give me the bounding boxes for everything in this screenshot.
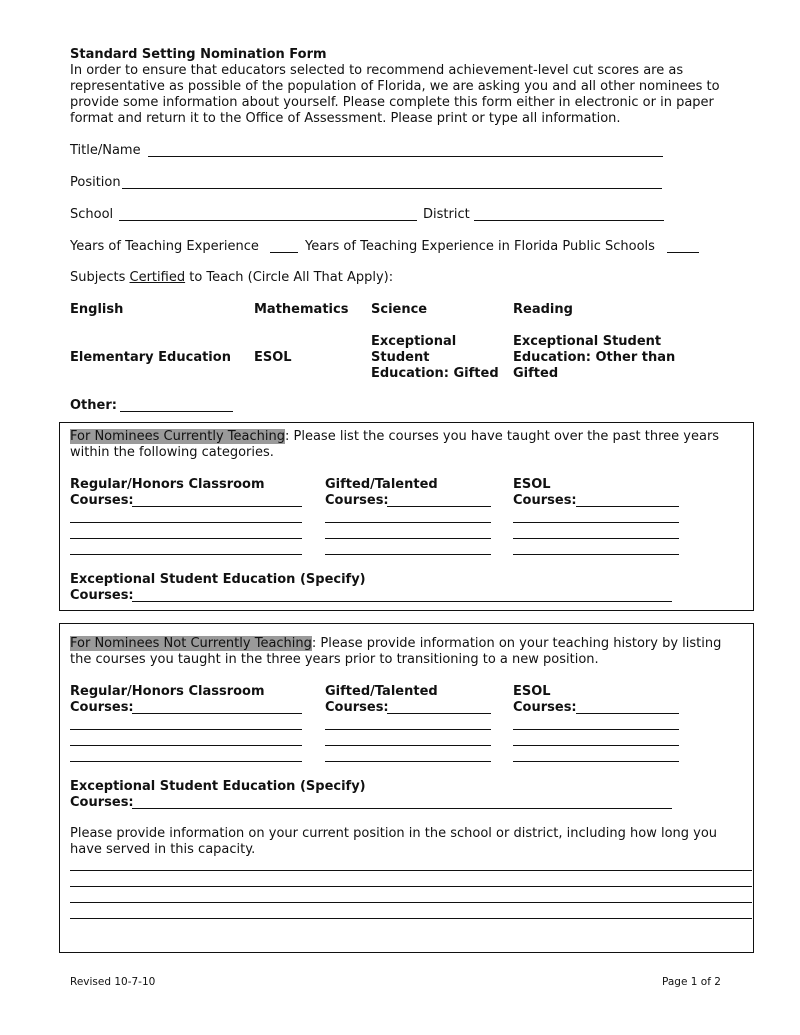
prior-regular-courses-label: Courses: [70,700,134,715]
prior-ese-label: Exceptional Student Education (Specify) [70,779,366,794]
current-position-line-4[interactable] [70,918,752,919]
prior-gifted-course-3[interactable] [325,745,491,746]
subjects-prompt: Subjects Certified to Teach (Circle All That Apply): [70,270,394,285]
current-esol-course-2[interactable] [513,522,679,523]
current-ese-label: Exceptional Student Education (Specify) [70,572,366,587]
current-gifted-course-4[interactable] [325,554,491,555]
current-regular-label: Regular/Honors Classroom [70,477,265,492]
form-intro: In order to ensure that educators selected to recommend achievement-level cut scores are as representative as possible of the population of Florida, we are asking you and all other nominees to provide some information about yourself. Please complete this form either in electronic or in paper format and return it to the Office of Assessment. Please print or type all information. [70,63,720,126]
school-field[interactable] [119,220,417,221]
form-title: Standard Setting Nomination Form [70,47,327,62]
subject-mathematics[interactable]: Mathematics [254,302,349,317]
prior-regular-course-1[interactable] [132,713,302,714]
current-regular-course-1[interactable] [132,506,302,507]
footer-revised: Revised 10-7-10 [70,976,156,988]
subject-ese-gifted[interactable]: Exceptional Student Education: Gifted [371,334,499,381]
currently-teaching-intro: For Nominees Currently Teaching: Please list the courses you have taught over the past three years within the following categories. [70,429,720,460]
prior-gifted-courses-label: Courses: [325,700,389,715]
district-label: District [423,207,470,222]
current-position-line-2[interactable] [70,886,752,887]
current-position-line-3[interactable] [70,902,752,903]
prior-esol-course-4[interactable] [513,761,679,762]
current-gifted-label: Gifted/Talented [325,477,438,492]
not-currently-teaching-intro: For Nominees Not Currently Teaching: Please provide information on your teaching history by listing the courses you taught in the three years prior to transitioning to a new position. [70,636,722,667]
subject-ese-other[interactable]: Exceptional Student Education: Other than Gifted [513,334,676,381]
current-regular-courses-label: Courses: [70,493,134,508]
current-position-line-1[interactable] [70,870,752,871]
prior-esol-course-3[interactable] [513,745,679,746]
prior-esol-course-1[interactable] [576,713,679,714]
prior-regular-course-3[interactable] [70,745,302,746]
currently-teaching-heading: For Nominees Currently Teaching [70,429,285,444]
subject-elementary[interactable]: Elementary Education [70,350,231,365]
position-label: Position [70,175,121,190]
school-label: School [70,207,114,222]
prior-gifted-course-2[interactable] [325,729,491,730]
current-regular-course-3[interactable] [70,538,302,539]
current-regular-course-4[interactable] [70,554,302,555]
current-gifted-courses-label: Courses: [325,493,389,508]
current-position-prompt: Please provide information on your current position in the school or district, including how long you have served in this capacity. [70,826,718,857]
years-florida-label: Years of Teaching Experience in Florida Public Schools [305,239,655,254]
footer-page-number: Page 1 of 2 [662,976,721,988]
current-esol-label: ESOL [513,477,551,492]
prior-regular-course-4[interactable] [70,761,302,762]
years-teaching-field[interactable] [270,252,298,253]
prior-ese-field[interactable] [132,808,672,809]
years-florida-field[interactable] [667,252,699,253]
prior-gifted-course-4[interactable] [325,761,491,762]
current-regular-course-2[interactable] [70,522,302,523]
subject-reading[interactable]: Reading [513,302,573,317]
district-field[interactable] [474,220,664,221]
subject-science[interactable]: Science [371,302,428,317]
prior-gifted-label: Gifted/Talented [325,684,438,699]
current-gifted-course-3[interactable] [325,538,491,539]
years-teaching-label: Years of Teaching Experience [70,239,259,254]
prior-ese-courses-label: Courses: [70,795,134,810]
prior-gifted-course-1[interactable] [387,713,491,714]
subject-other-label: Other: [70,398,117,413]
subject-english[interactable]: English [70,302,124,317]
prior-esol-label: ESOL [513,684,551,699]
current-gifted-course-2[interactable] [325,522,491,523]
current-esol-courses-label: Courses: [513,493,577,508]
title-name-field[interactable] [148,156,663,157]
current-ese-courses-label: Courses: [70,588,134,603]
prior-esol-courses-label: Courses: [513,700,577,715]
title-name-label: Title/Name [70,143,141,158]
subject-other-field[interactable] [120,411,233,412]
not-currently-teaching-heading: For Nominees Not Currently Teaching [70,636,312,651]
position-field[interactable] [122,188,662,189]
current-esol-course-4[interactable] [513,554,679,555]
current-ese-field[interactable] [132,601,672,602]
prior-regular-label: Regular/Honors Classroom [70,684,265,699]
prior-esol-course-2[interactable] [513,729,679,730]
subject-esol[interactable]: ESOL [254,350,292,365]
current-esol-course-3[interactable] [513,538,679,539]
current-esol-course-1[interactable] [576,506,679,507]
prior-regular-course-2[interactable] [70,729,302,730]
current-gifted-course-1[interactable] [387,506,491,507]
